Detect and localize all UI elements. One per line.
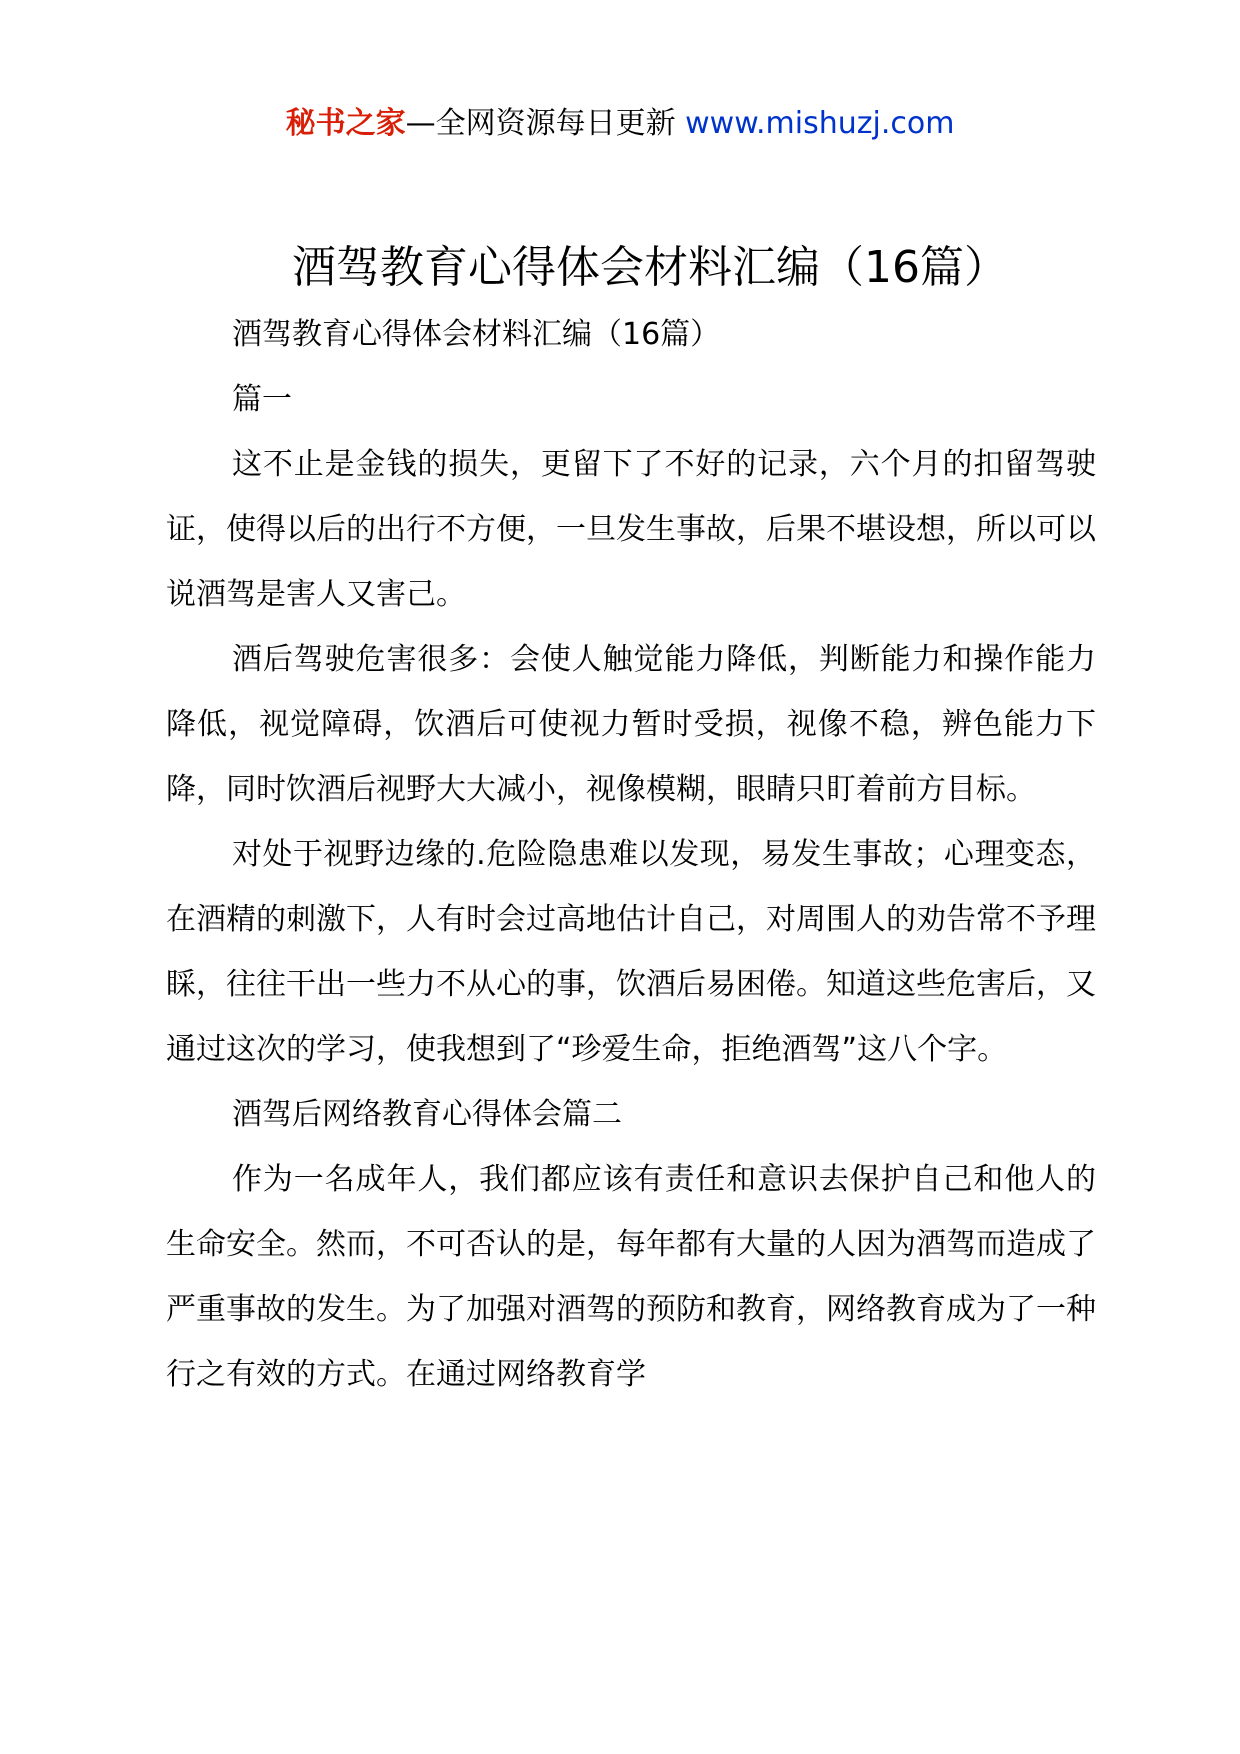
brand-name: 秘书之家 (285, 106, 406, 141)
body-paragraph: 酒后驾驶危害很多：会使人触觉能力降低，判断能力和操作能力降低，视觉障碍，饮酒后可使视力暂时受损，视像不稳，辨色能力下降，同时饮酒后视野大大减小，视像模糊，眼睛只盯着前方目标。 (166, 642, 1096, 807)
section-heading-2: 酒驾后网络教育心得体会篇二 (232, 1097, 622, 1132)
body-paragraph: 这不止是金钱的损失，更留下了不好的记录，六个月的扣留驾驶证，使得以后的出行不方便，一旦发生事故，后果不堪设想，所以可以说酒驾是害人又害己。 (166, 447, 1096, 612)
subtitle-paragraph: 酒驾教育心得体会材料汇编（16篇） (232, 317, 721, 352)
document-body (166, 302, 1096, 1407)
document-title: 酒驾教育心得体会材料汇编（16篇） (292, 242, 1008, 293)
body-paragraph: 作为一名成年人，我们都应该有责任和意识去保护自己和他人的生命安全。然而，不可否认的是，每年都有大量的人因为酒驾而造成了严重事故的发生。为了加强对酒驾的预防和教育，网络教育成为了一种行之有效的方式。在通过网络教育学 (166, 1162, 1096, 1392)
site-header (0, 104, 1240, 144)
body-paragraph: 对处于视野边缘的.危险隐患难以发现，易发生事故；心理变态，在酒精的刺激下，人有时会过高地估计自己，对周围人的劝告常不予理睬，往往干出一些力不从心的事，饮酒后易困倦。知道这些危害后，又通过这次的学习，使我想到了“珍爱生命，拒绝酒驾”这八个字。 (166, 837, 1096, 1067)
website-link[interactable]: www.mishuzj.com (685, 106, 955, 141)
section-heading-1: 篇一 (232, 382, 292, 417)
header-slogan: —全网资源每日更新 (405, 106, 676, 141)
